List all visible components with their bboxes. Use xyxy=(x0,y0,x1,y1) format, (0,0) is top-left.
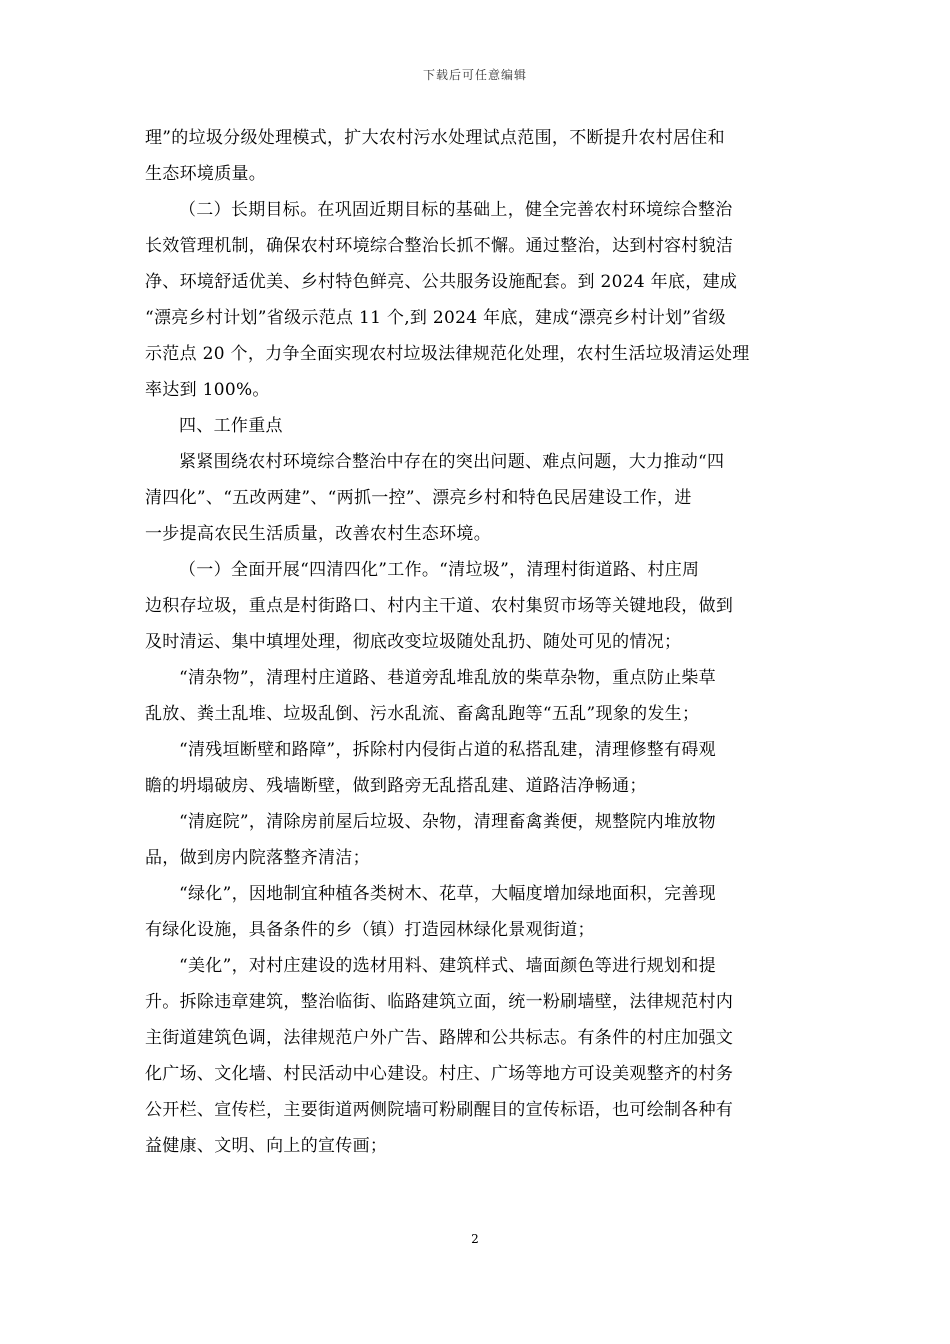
text-line: “美化”，对村庄建设的选材用料、建筑样式、墙面颜色等进行规划和提 xyxy=(179,956,716,976)
text-line: 化广场、文化墙、村民活动中心建设。村庄、广场等地方可设美观整齐的村务 xyxy=(145,1064,734,1084)
text-line: “绿化”，因地制宜种植各类树木、花草，大幅度增加绿地面积，完善现 xyxy=(179,884,716,904)
page-number: 2 xyxy=(471,1232,479,1246)
text-line: 净、环境舒适优美、乡村特色鲜亮、公共服务设施配套。到 2024 年底，建成 xyxy=(145,272,738,292)
paragraph xyxy=(145,804,807,876)
text-line: 长效管理机制，确保农村环境综合整治长抓不懈。通过整治，达到村容村貌洁 xyxy=(145,236,734,256)
page-header: 下载后可任意编辑 xyxy=(422,68,527,82)
text-line: （二）长期目标。在巩固近期目标的基础上，健全完善农村环境综合整治 xyxy=(179,200,733,220)
document-body xyxy=(145,120,807,1164)
text-line: 边积存垃圾，重点是村街路口、村内主干道、农村集贸市场等关键地段，做到 xyxy=(145,596,734,616)
text-line: （一）全面开展“四清四化”工作。“清垃圾”，清理村街道路、村庄周 xyxy=(179,560,700,580)
text-line: 品，做到房内院落整齐清洁； xyxy=(145,848,370,868)
paragraph xyxy=(145,732,807,804)
text-line: 生态环境质量。 xyxy=(145,164,267,184)
text-line: 公开栏、宣传栏，主要街道两侧院墙可粉刷醒目的宣传标语，也可绘制各种有 xyxy=(145,1100,734,1120)
paragraph xyxy=(145,120,807,192)
text-line: 紧紧围绕农村环境综合整治中存在的突出问题、难点问题，大力推动“四 xyxy=(179,452,725,472)
paragraph xyxy=(145,444,807,552)
text-line: 瞻的坍塌破房、残墙断壁，做到路旁无乱搭乱建、道路洁净畅通； xyxy=(145,776,647,796)
text-line: 示范点 20 个，力争全面实现农村垃圾法律规范化处理，农村生活垃圾清运处理 xyxy=(145,344,750,364)
paragraph xyxy=(145,192,807,408)
text-line: 益健康、文明、向上的宣传画； xyxy=(145,1136,388,1156)
text-line: 清四化”、“五改两建”、“两抓一控”、漂亮乡村和特色民居建设工作，进 xyxy=(145,488,692,508)
paragraph xyxy=(145,876,807,948)
text-line: “漂亮乡村计划”省级示范点 11 个,到 2024 年底，建成“漂亮乡村计划”省级 xyxy=(145,308,726,328)
text-line: 有绿化设施，具备条件的乡（镇）打造园林绿化景观街道； xyxy=(145,920,595,940)
text-line: 一步提高农民生活质量，改善农村生态环境。 xyxy=(145,524,491,544)
text-line: 四、工作重点 xyxy=(179,416,283,436)
text-line: “清杂物”，清理村庄道路、巷道旁乱堆乱放的柴草杂物，重点防止柴草 xyxy=(179,668,716,688)
paragraph xyxy=(145,408,807,444)
text-line: 及时清运、集中填埋处理，彻底改变垃圾随处乱扔、随处可见的情况； xyxy=(145,632,682,652)
text-line: 升。拆除违章建筑，整治临街、临路建筑立面，统一粉刷墙壁，法律规范村内 xyxy=(145,992,734,1012)
paragraph xyxy=(145,660,807,732)
text-line: 理”的垃圾分级处理模式，扩大农村污水处理试点范围，不断提升农村居住和 xyxy=(145,128,725,148)
paragraph xyxy=(145,948,807,1164)
text-line: “清庭院”，清除房前屋后垃圾、杂物，清理畜禽粪便，规整院内堆放物 xyxy=(179,812,716,832)
text-line: 率达到 100%。 xyxy=(145,380,270,400)
paragraph xyxy=(145,552,807,660)
text-line: “清残垣断壁和路障”，拆除村内侵街占道的私搭乱建，清理修整有碍观 xyxy=(179,740,716,760)
text-line: 主街道建筑色调，法律规范户外广告、路牌和公共标志。有条件的村庄加强文 xyxy=(145,1028,734,1048)
text-line: 乱放、粪土乱堆、垃圾乱倒、污水乱流、畜禽乱跑等“五乱”现象的发生； xyxy=(145,704,700,724)
